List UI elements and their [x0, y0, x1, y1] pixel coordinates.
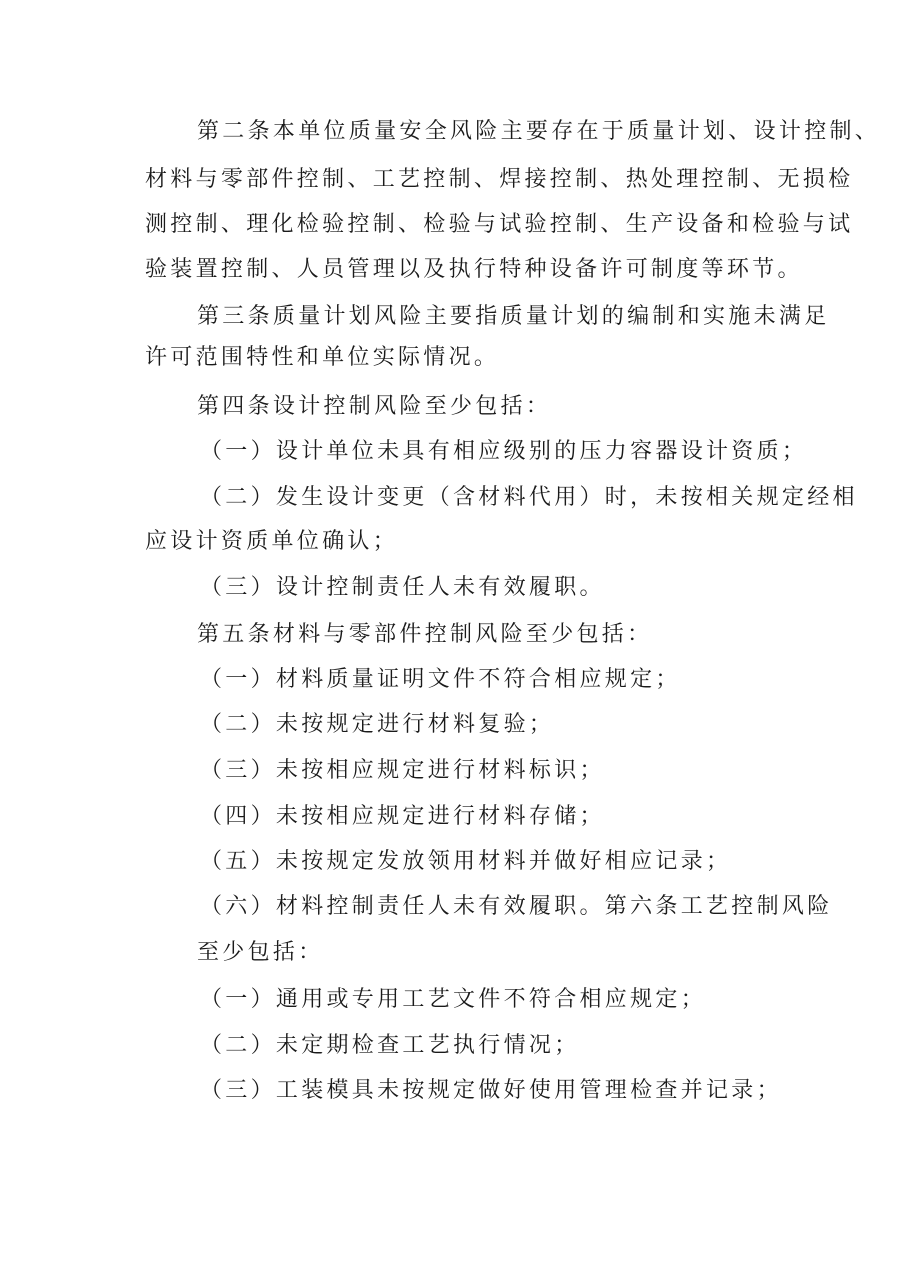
paragraph-line: 第二条本单位质量安全风险主要存在于质量计划、设计控制、 — [197, 119, 881, 144]
list-item: （一）通用或专用工艺文件不符合相应规定； — [200, 987, 707, 1012]
paragraph-line: 第五条材料与零部件控制风险至少包括： — [197, 622, 653, 647]
paragraph-line: 验装置控制、人员管理以及执行特种设备许可制度等环节。 — [145, 257, 803, 282]
paragraph-line: 许可范围特性和单位实际情况。 — [145, 345, 500, 370]
paragraph-line: 第三条质量计划风险主要指质量计划的编制和实施未满足 — [197, 304, 830, 329]
list-item: （五）未按规定发放领用材料并做好相应记录； — [200, 849, 732, 874]
list-item: （二）未按规定进行材料复验； — [200, 712, 555, 737]
list-item: （四）未按相应规定进行材料存储； — [200, 804, 605, 829]
list-item: （一）材料质量证明文件不符合相应规定； — [200, 667, 681, 692]
list-item: （三）未按相应规定进行材料标识； — [200, 758, 605, 783]
list-item: （六）材料控制责任人未有效履职。第六条工艺控制风险 — [200, 894, 833, 919]
list-item: （一）设计单位未具有相应级别的压力容器设计资质； — [200, 439, 808, 464]
list-item: （三）工装模具未按规定做好使用管理检查并记录； — [200, 1078, 782, 1103]
list-item: （二）未定期检查工艺执行情况； — [200, 1033, 580, 1058]
paragraph-line: 第四条设计控制风险至少包括： — [197, 394, 552, 419]
paragraph-line: 至少包括： — [197, 940, 324, 965]
paragraph-line: 测控制、理化检验控制、检验与试验控制、生产设备和检验与试 — [145, 212, 854, 237]
paragraph-line: 应设计资质单位确认； — [145, 529, 399, 554]
paragraph-line: 材料与零部件控制、工艺控制、焊接控制、热处理控制、无损检 — [145, 167, 854, 192]
list-item: （二）发生设计变更（含材料代用）时，未按相关规定经相 — [200, 485, 858, 510]
list-item: （三）设计控制责任人未有效履职。 — [200, 575, 605, 600]
